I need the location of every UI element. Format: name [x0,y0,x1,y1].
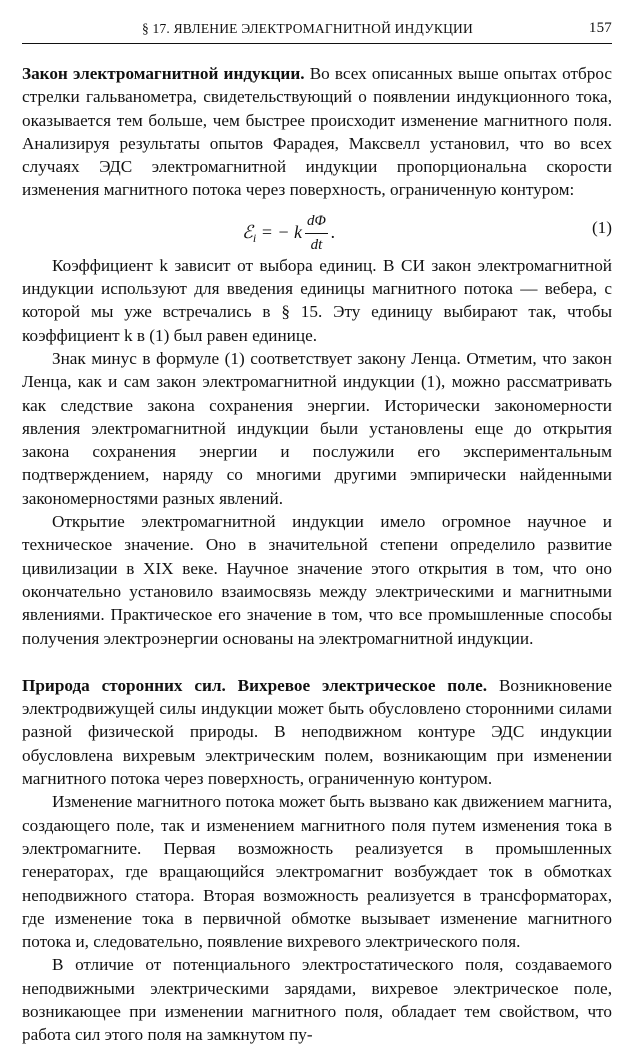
formula-emf-subscript: i [252,230,257,245]
section1-paragraph-3: Знак минус в формуле (1) соответствует закону Ленца. Отметим, что закон Ленца, как и сам закон электромагнитной индукции (1), можно рассматривать как следствие закона сохранения энергии. Исторически закономерности явления электромагнитной индукции были установлены еще до открытия закона сохранения энергии и послужили его экспериментальным подтверждением, наряду со многими другими эмпирически найденными закономерностями разных явлений. [22,348,612,508]
formula-equals-minus-k: = − k [260,221,303,242]
book-page [22,0,613,1045]
section2-paragraph-3: В отличие от потенциального электростатического поля, создаваемого неподвижными электрическими зарядами, вихревое электрическое поле, возникающее при изменении магнитного поля, обладает тем свойством, что работа сил этого поля на замкнутом пу- [22,955,612,1045]
section1-paragraph-1 [22,62,612,202]
body-text [22,62,612,1047]
running-head-title: § 17. ЯВЛЕНИЕ ЭЛЕКТРОМАГНИТНОЙ ИНДУКЦИИ [142,21,473,36]
running-head [22,18,612,42]
formula-emf-symbol: ℰ [242,221,253,242]
formula-fraction [305,210,328,258]
page-number: 157 [588,20,612,36]
formula-period: . [330,221,336,242]
section2-heading: Природа сторонних сил. Вихревое электрическое поле. [22,675,488,695]
section1-paragraph-4: Открытие электромагнитной индукции имело огромное научное и техническое значение. Оно в значительной степени определило развитие цивилизации в XIX веке. Научное значение этого открытия в том, что оно окончательно установило взаимосвязь между электрическими и магнитными явлениями. Практическое его значение в том, что все промышленные способы получения электроэнергии основаны на электромагнитной индукции. [22,512,612,648]
section2-p1-text: Возникновение электродвижущей силы индукции может быть обусловлено сторонними силами разной физической природы. В неподвижном контуре ЭДС индукции обусловлена вихревым электрическим полем, возникающим при изменении магнитного потока через поверхность, ограниченную контуром. [22,675,612,789]
header-rule [22,43,612,44]
formula-expression [242,210,335,258]
equation-number: (1) [591,217,612,237]
section2-paragraph-1 [22,674,612,790]
formula-numerator: dΦ [305,210,328,234]
section1-paragraph-2: Коэффициент k зависит от выбора единиц. В СИ закон электромагнитной индукции используют для введения единицы магнитного потока — вебера, с которой мы уже встречались в § 15. Эту единицу выбирают так, чтобы коэффициент k в (1) был равен единице. [22,255,612,345]
formula-denominator: dt [310,237,323,254]
formula-1 [22,204,612,254]
section1-heading: Закон электромагнитной индукции. [22,64,305,83]
section-gap [22,650,612,674]
section2-paragraph-2: Изменение магнитного потока может быть вызвано как движением магнита, создающего поле, так и изменением магнитного поля путем изменения тока в электромагните. Первая возможность реализуется в промышленных генераторах, где вращающийся электромагнит возбуждает ток в обмотках неподвижного статора. Вторая возможность реализуется в трансформаторах, где изменение тока в первичной обмотке вызывает изменение магнитного потока и, следовательно, появление вихревого электрического поля. [22,792,612,952]
section1-p1-text: Во всех описанных выше опытах отброс стрелки гальванометра, свидетельствующий о появлении индукционного тока, оказывается тем больше, чем быстрее происходит изменение магнитного поля. Анализируя результаты опытов Фарадея, Максвелл установил, что во всех случаях ЭДС электромагнитной индукции пропорциональна скорости изменения магнитного потока через поверхность, ограниченную контуром: [22,64,613,200]
